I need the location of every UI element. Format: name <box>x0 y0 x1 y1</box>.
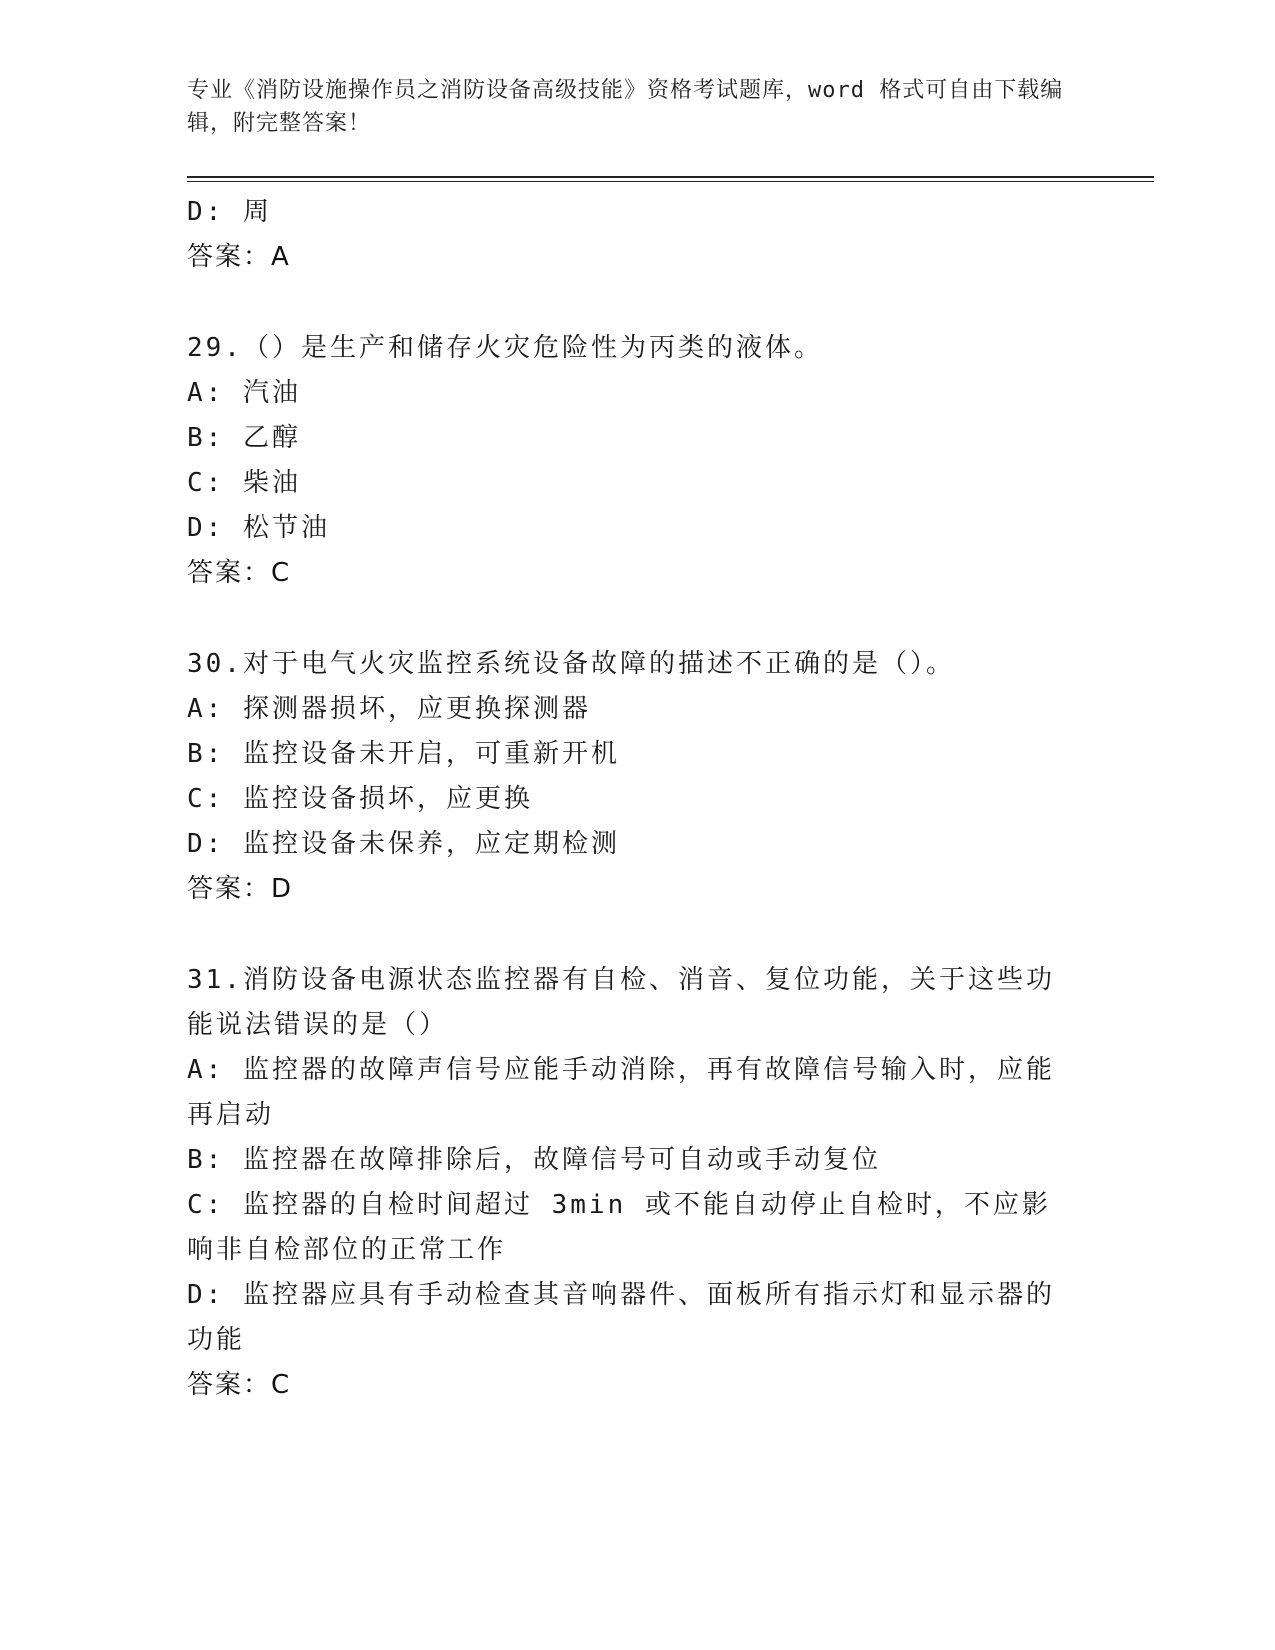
question-31-stem: 31.消防设备电源状态监控器有自检、消音、复位功能，关于这些功能说法错误的是（） <box>187 965 1055 1040</box>
question-29-option-a: A: 汽油 <box>187 378 301 408</box>
prev-answer: 答案：A <box>187 242 291 272</box>
question-29-answer: 答案：C <box>187 558 292 588</box>
question-31-option-a: A: 监控器的故障声信号应能手动消除，再有故障信号输入时，应能再启动 <box>187 1055 1055 1130</box>
question-31-option-b: B: 监控器在故障排除后，故障信号可自动或手动复位 <box>187 1145 881 1175</box>
document-body <box>187 190 1077 1408</box>
question-29-stem: 29.（）是生产和储存火灾危险性为丙类的液体。 <box>187 333 823 363</box>
question-31-option-d: D: 监控器应具有手动检查其音响器件、面板所有指示灯和显示器的功能 <box>187 1280 1055 1355</box>
spacer <box>187 280 1077 326</box>
question-31-option-c: C: 监控器的自检时间超过 3min 或不能自动停止自检时，不应影响非自检部位的正常工作 <box>187 1190 1051 1265</box>
spacer <box>187 596 1077 642</box>
header-divider-thick <box>187 176 1154 178</box>
question-30-option-c: C: 监控设备损坏，应更换 <box>187 784 533 814</box>
spacer <box>187 912 1077 958</box>
question-30-stem: 30.对于电气火灾监控系统设备故障的描述不正确的是（）。 <box>187 649 955 679</box>
header-divider-thin <box>187 181 1154 182</box>
question-30-option-b: B: 监控设备未开启，可重新开机 <box>187 739 620 769</box>
question-30-option-d: D: 监控设备未保养，应定期检测 <box>187 829 620 859</box>
question-31-answer: 答案：C <box>187 1370 292 1400</box>
question-29-option-c: C: 柴油 <box>187 468 301 498</box>
question-29-option-d: D: 松节油 <box>187 513 330 543</box>
document-header: 专业《消防设施操作员之消防设备高级技能》资格考试题库，word 格式可自由下载编辑，附完整答案！ <box>187 78 1064 136</box>
question-30-answer: 答案：D <box>187 874 294 904</box>
question-29-option-b: B: 乙醇 <box>187 423 301 453</box>
question-30-option-a: A: 探测器损坏，应更换探测器 <box>187 694 591 724</box>
prev-option-d: D: 周 <box>187 197 272 227</box>
